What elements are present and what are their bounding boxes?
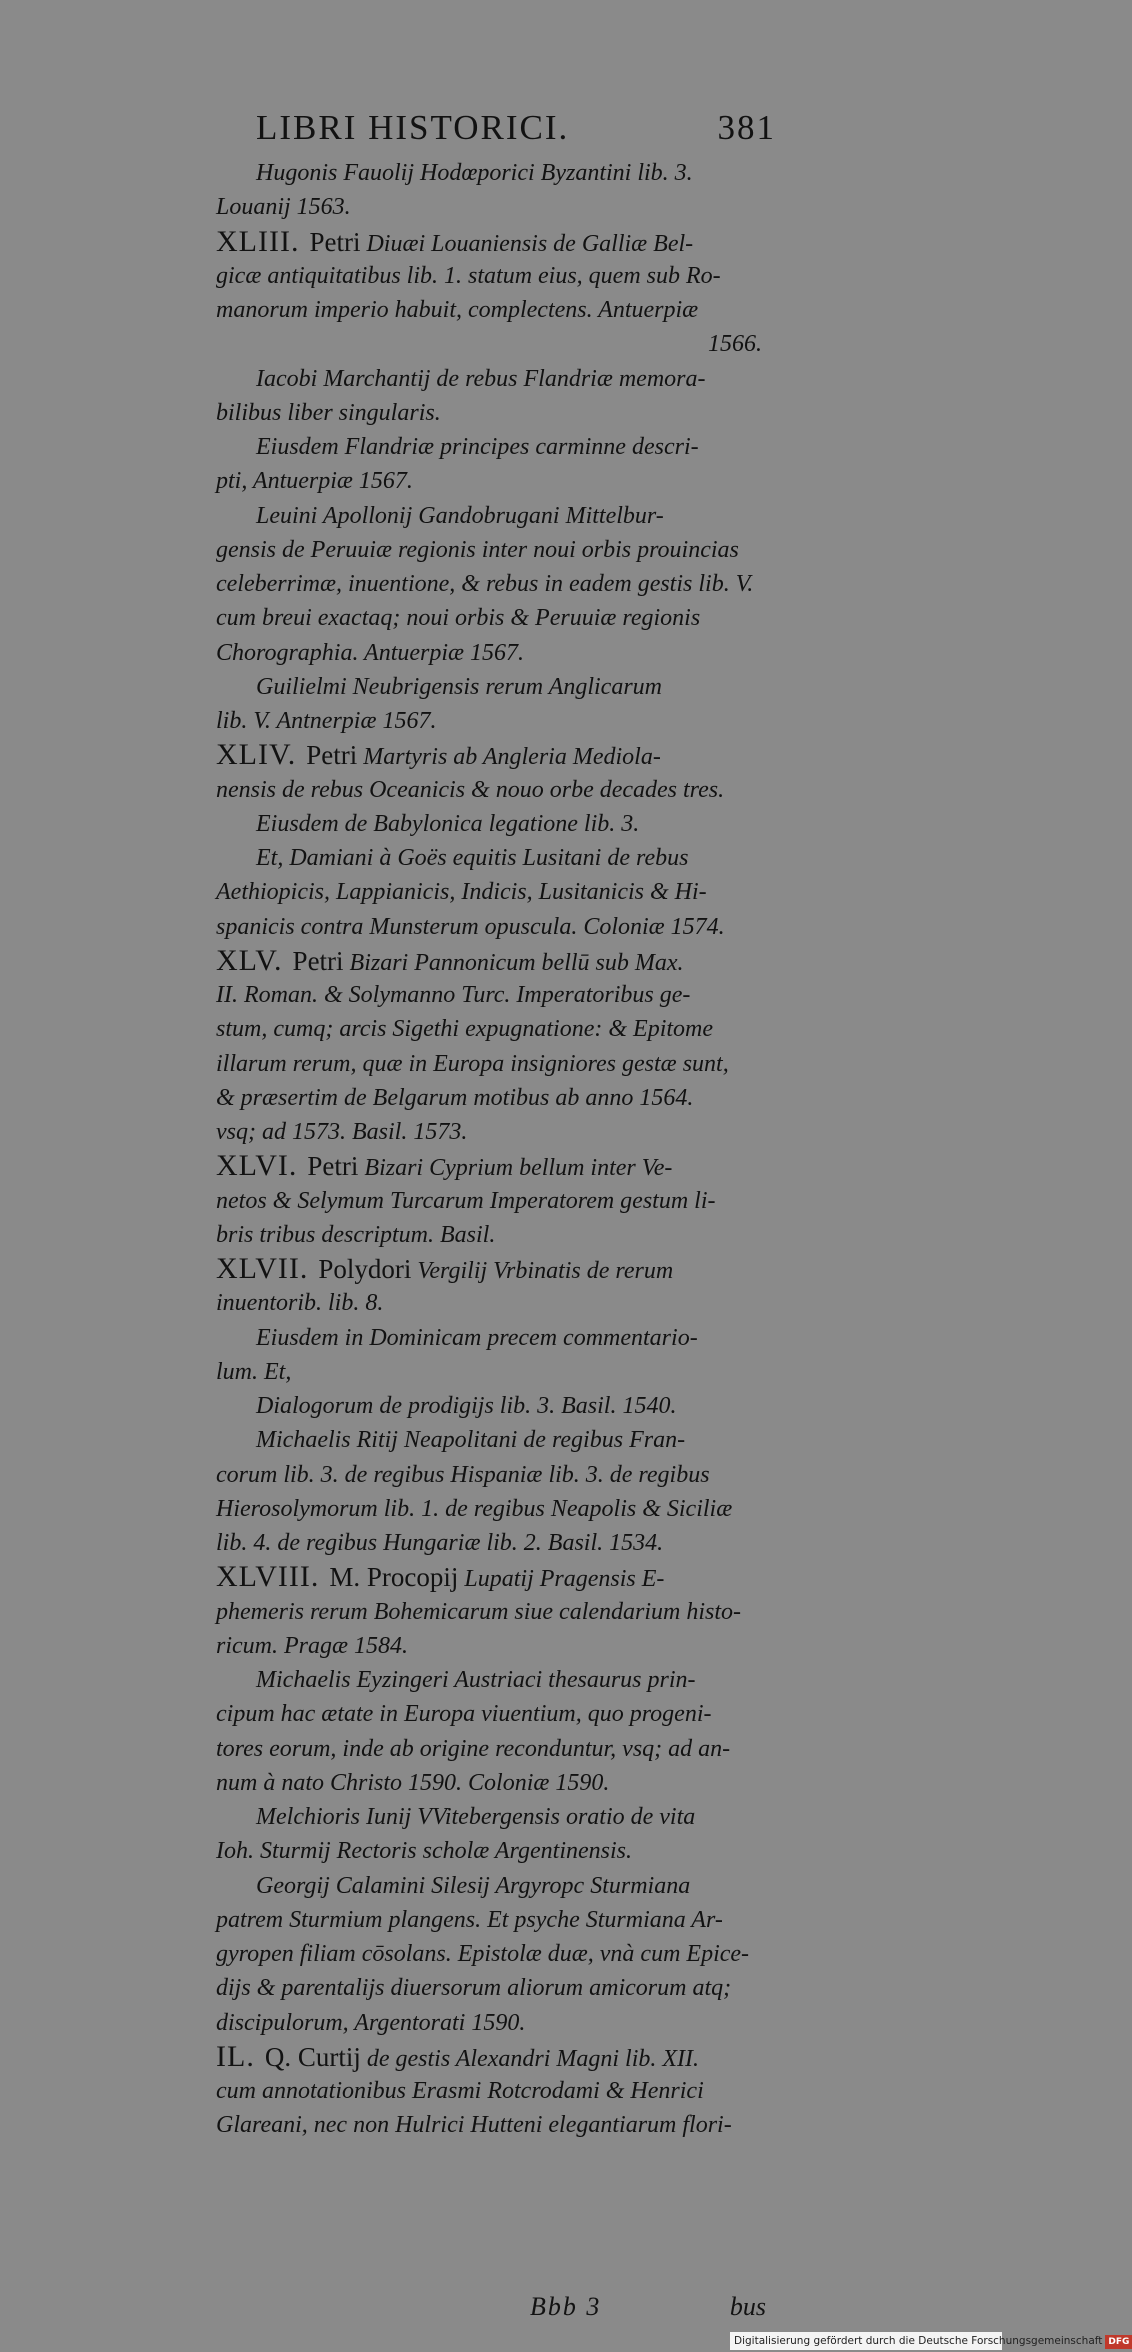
catalog-entry	[216, 1389, 766, 1423]
line-text: Iacobi Marchantij de rebus Flandriæ memora-	[256, 365, 706, 392]
line-text: celeberrimæ, inuentione, & rebus in eadem gestis lib. V.	[216, 571, 754, 597]
text-line	[216, 2040, 766, 2074]
text-line	[216, 1149, 766, 1183]
line-text: Eiusdem de Babylonica legatione lib. 3.	[256, 810, 640, 837]
entry-number: IL.	[216, 2039, 255, 2073]
text-line	[216, 1355, 766, 1389]
text-line	[216, 1526, 766, 1560]
line-text: Melchioris Iunij VVitebergensis oratio de vita	[256, 1804, 696, 1830]
line-text: manorum imperio habuit, complectens. Antuerpiæ	[216, 297, 699, 323]
text-line	[216, 1012, 766, 1046]
catalog-entry	[216, 1663, 766, 1800]
text-line	[216, 1834, 766, 1868]
text-line	[216, 910, 766, 944]
text-line	[216, 327, 766, 361]
text-line	[216, 1218, 766, 1252]
catalog-entry	[216, 944, 766, 1150]
text-line	[216, 1629, 766, 1663]
text-line	[216, 499, 766, 533]
line-text: dijs & parentalijs diuersorum aliorum amicorum atq;	[216, 1975, 732, 2002]
text-line	[216, 1903, 766, 1937]
line-text: Dialogorum de prodigijs lib. 3. Basil. 1540.	[256, 1393, 677, 1419]
text-line	[216, 978, 766, 1012]
catalog-entry	[216, 156, 766, 225]
line-text: Glareani, nec non Hulrici Hutteni elegantiarum flori-	[216, 2112, 732, 2139]
line-text: gensis de Peruuiæ regionis inter noui orbis prouincias	[216, 536, 739, 563]
credit-text: Digitalisierung gefördert durch die Deutsche Forschungsgemeinschaft	[734, 2335, 1103, 2347]
catalog-entry	[216, 1321, 766, 1390]
entry-number: XLIII.	[216, 224, 300, 258]
line-text: spanicis contra Munsterum opuscula. Coloniæ 1574.	[216, 913, 725, 940]
line-text: bris tribus descriptum. Basil.	[216, 1221, 496, 1248]
line-text: Bizari Cyprium bellum inter Ve-	[364, 1155, 673, 1182]
text-line	[216, 773, 766, 807]
line-text: Hierosolymorum lib. 1. de regibus Neapolis & Siciliæ	[216, 1495, 733, 1522]
text-line	[216, 1697, 766, 1731]
text-line	[216, 2074, 766, 2108]
line-text: Ioh. Sturmij Rectoris scholæ Argentinensis.	[216, 1838, 632, 1865]
text-line	[216, 1800, 766, 1834]
line-text: Guilielmi Neubrigensis rerum Anglicarum	[256, 673, 662, 700]
line-text: patrem Sturmium plangens. Et psyche Sturmiana Ar-	[216, 1906, 723, 1933]
text-line	[216, 1732, 766, 1766]
text-line	[216, 738, 766, 772]
text-line	[216, 567, 766, 601]
line-text: lib. V. Antnerpiæ 1567.	[216, 708, 437, 734]
line-text: Bizari Pannonicum bellū sub Max.	[349, 949, 684, 976]
entry-author: Petri	[309, 226, 361, 257]
line-text: Hugonis Fauolij Hodœporici Byzantini lib. 3.	[256, 160, 693, 186]
text-line	[216, 1971, 766, 2005]
text-line	[216, 293, 766, 327]
line-text: stum, cumq; arcis Sigethi expugnatione: & Epitome	[216, 1016, 714, 1043]
entry-author: Petri	[292, 945, 344, 976]
line-text: Michaelis Eyzingeri Austriaci thesaurus prin-	[256, 1667, 696, 1693]
signature-mark: Bbb 3	[530, 2292, 602, 2321]
line-text: num à nato Christo 1590. Coloniæ 1590.	[216, 1769, 610, 1796]
digitization-credit	[730, 2332, 1130, 2350]
text-line	[216, 1595, 766, 1629]
text-line	[216, 1492, 766, 1526]
catalog-entry	[216, 1800, 766, 1869]
text-line	[216, 464, 766, 498]
page-footer	[530, 2292, 766, 2332]
line-text: Aethiopicis, Lappianicis, Indicis, Lusitanicis & Hi-	[216, 879, 707, 906]
catalog-entry	[216, 670, 766, 739]
text-line	[216, 190, 766, 224]
catalog-entry	[216, 1423, 766, 1560]
text-line	[216, 1423, 766, 1457]
text-line	[216, 1560, 766, 1594]
line-text: Et, Damiani à Goës equitis Lusitani de rebus	[256, 845, 689, 871]
catalog-entry	[216, 738, 766, 807]
line-text: nensis de rebus Oceanicis & nouo orbe decades tres.	[216, 776, 725, 803]
text-line	[216, 601, 766, 635]
text-line	[216, 807, 766, 841]
text-line	[216, 225, 766, 259]
line-text: corum lib. 3. de regibus Hispaniæ lib. 3. de regibus	[216, 1461, 710, 1488]
catalog-entry	[216, 1560, 766, 1663]
text-line	[216, 841, 766, 875]
entry-number: XLIV.	[216, 738, 297, 772]
text-line	[216, 1081, 766, 1115]
line-text: lib. 4. de regibus Hungariæ lib. 2. Basil. 1534.	[216, 1530, 664, 1556]
line-text: Louanij 1563.	[216, 194, 351, 221]
line-text: Eiusdem in Dominicam precem commentario-	[256, 1324, 698, 1351]
text-line	[216, 362, 766, 396]
catalog-entry	[216, 362, 766, 431]
line-text: cum breui exactaq; noui orbis & Peruuiæ regionis	[216, 605, 701, 632]
line-text: cipum hac ætate in Europa viuentium, quo progeni-	[216, 1701, 712, 1728]
catalog-entry	[216, 807, 766, 841]
line-text: lum. Et,	[216, 1358, 292, 1385]
catalog-entry	[216, 1149, 766, 1252]
catalog-entry	[216, 841, 766, 944]
entry-number: XLV.	[216, 943, 283, 977]
text-line	[216, 1047, 766, 1081]
line-text: II. Roman. & Solymanno Turc. Imperatoribus ge-	[216, 982, 691, 1008]
text-line	[216, 1115, 766, 1149]
entry-number: XLVIII.	[216, 1560, 320, 1594]
catalog-entry	[216, 1252, 766, 1321]
line-text: vsq; ad 1573. Basil. 1573.	[216, 1119, 468, 1145]
catalog-entry	[216, 1869, 766, 2040]
running-title: LIBRI HISTORICI.	[256, 108, 570, 147]
line-text: de gestis Alexandri Magni lib. XII.	[366, 2045, 700, 2072]
catalog-text	[216, 156, 766, 2143]
entry-author: Petri	[306, 740, 358, 771]
line-text: inuentorib. lib. 8.	[216, 1290, 384, 1317]
line-text: Lupatij Pragensis E-	[464, 1566, 665, 1593]
text-line	[216, 704, 766, 738]
text-line	[216, 1458, 766, 1492]
entry-author: M. Procopij	[329, 1562, 459, 1593]
text-line	[216, 1286, 766, 1320]
entry-author: Q. Curtij	[264, 2041, 361, 2072]
text-line	[216, 1321, 766, 1355]
text-line	[216, 396, 766, 430]
text-line	[216, 1663, 766, 1697]
catchword: bus	[729, 2292, 766, 2321]
line-text: cum annotationibus Erasmi Rotcrodami & Henrici	[216, 2078, 704, 2104]
catalog-entry	[216, 430, 766, 499]
entry-author: Petri	[307, 1151, 359, 1182]
catalog-entry	[216, 225, 766, 362]
dfg-logo-icon: DFG	[1105, 2335, 1132, 2349]
line-text: pti, Antuerpiæ 1567.	[216, 468, 413, 495]
text-line	[216, 1869, 766, 1903]
text-line	[216, 1937, 766, 1971]
line-text: gyropen filiam cōsolans. Epistolæ duæ, vnà cum Epice-	[216, 1941, 750, 1967]
line-text: discipulorum, Argentorati 1590.	[216, 2009, 526, 2036]
entry-number: XLVI.	[216, 1149, 298, 1183]
entry-author: Polydori	[318, 1254, 412, 1284]
running-header	[256, 108, 776, 154]
line-text: Diuæi Louaniensis de Galliæ Bel-	[366, 230, 694, 257]
text-line	[216, 636, 766, 670]
line-text: Georgij Calamini Silesij Argyropc Sturmiana	[256, 1872, 691, 1899]
text-line	[216, 2006, 766, 2040]
text-line	[216, 1389, 766, 1423]
text-line	[216, 430, 766, 464]
text-line	[216, 259, 766, 293]
line-text: Chorographia. Antuerpiæ 1567.	[216, 639, 525, 666]
line-text: netos & Selymum Turcarum Imperatorem gestum li-	[216, 1187, 716, 1214]
line-text: Leuini Apollonij Gandobrugani Mittelbur-	[256, 502, 664, 529]
text-line	[216, 533, 766, 567]
line-text: bilibus liber singularis.	[216, 399, 441, 426]
line-text: gicæ antiquitatibus lib. 1. statum eius, quem sub Ro-	[216, 262, 721, 289]
text-line	[216, 670, 766, 704]
text-line	[216, 2108, 766, 2142]
entry-number: XLVII.	[216, 1252, 309, 1285]
text-line	[216, 944, 766, 978]
page-number: 381	[717, 108, 776, 147]
line-text: tores eorum, inde ab origine reconduntur, vsq; ad an-	[216, 1735, 731, 1762]
line-text: & præsertim de Belgarum motibus ab anno 1564.	[216, 1084, 694, 1111]
catalog-entry	[216, 499, 766, 670]
text-line	[216, 156, 766, 190]
text-line	[216, 1184, 766, 1218]
line-text: Vergilij Vrbinatis de rerum	[417, 1258, 674, 1284]
text-line	[216, 875, 766, 909]
text-line	[216, 1252, 766, 1286]
line-text: phemeris rerum Bohemicarum siue calendarium histo-	[216, 1598, 742, 1625]
line-text: ricum. Pragæ 1584.	[216, 1632, 408, 1659]
line-text: illarum rerum, quæ in Europa insigniores gestæ sunt,	[216, 1050, 729, 1077]
line-text: Michaelis Ritij Neapolitani de regibus Fran-	[256, 1427, 686, 1454]
text-line	[216, 1766, 766, 1800]
line-text: Martyris ab Angleria Mediola-	[363, 744, 661, 771]
catalog-entry	[216, 2040, 766, 2143]
line-text: Eiusdem Flandriæ principes carminne descri-	[256, 434, 699, 460]
line-text: 1566.	[708, 331, 762, 358]
